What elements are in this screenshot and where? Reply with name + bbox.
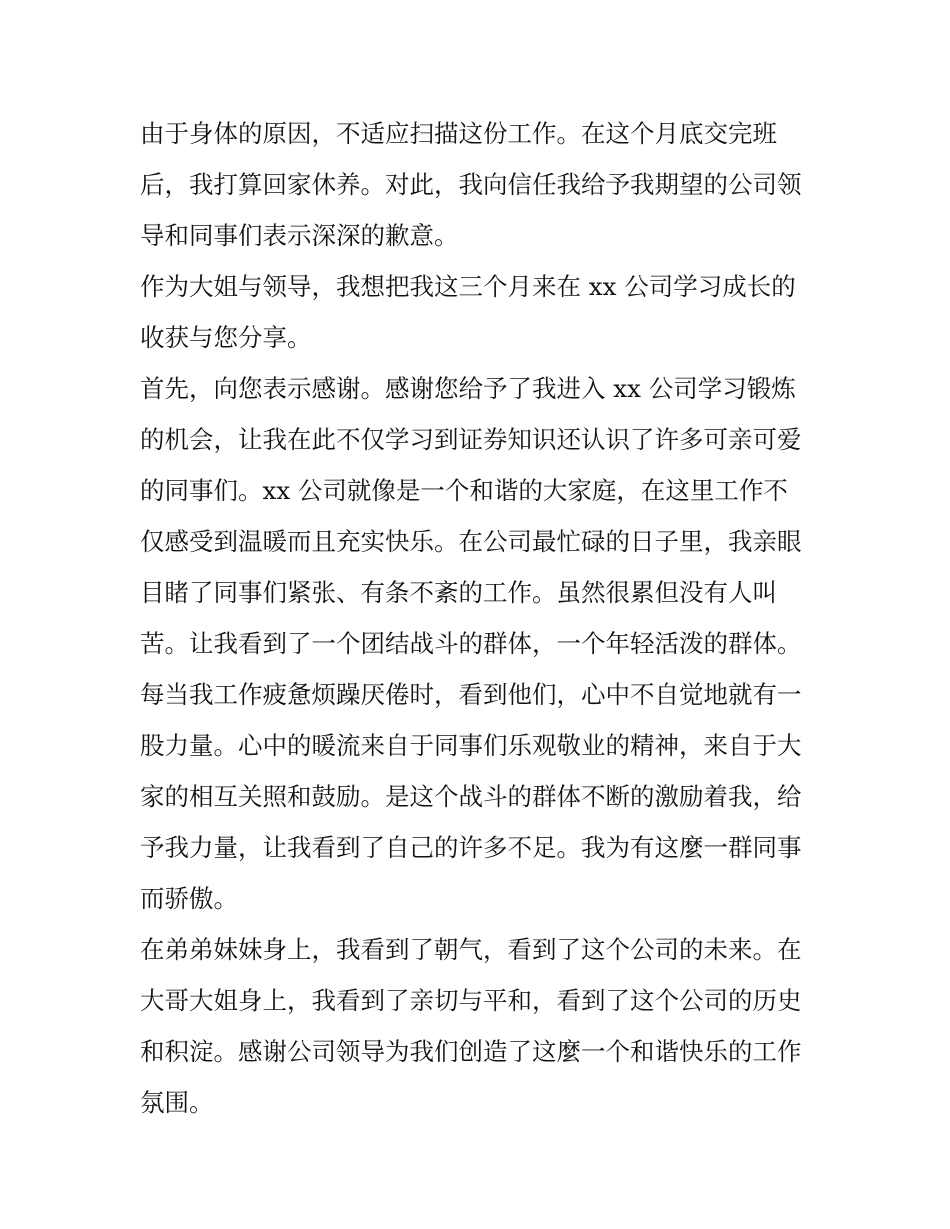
text-line: 的机会，让我在此不仅学习到证券知识还认识了许多可亲可爱 — [140, 425, 802, 454]
paragraph-3 — [140, 363, 820, 924]
text-line: 和积淀。感谢公司领导为我们创造了这麼一个和谐快乐的工作 — [140, 1037, 802, 1066]
paragraph-1 — [140, 108, 820, 261]
text-line: 首先，向您表示感谢。感谢您给予了我进入 xx 公司学习锻炼 — [140, 374, 796, 403]
text-line: 导和同事们表示深深的歉意。 — [140, 221, 459, 250]
text-line: 大哥大姐身上，我看到了亲切与平和，看到了这个公司的历史 — [140, 986, 802, 1015]
document-body — [140, 108, 820, 1128]
text-line: 收获与您分享。 — [140, 323, 312, 352]
paragraph-2 — [140, 261, 820, 363]
text-line: 每当我工作疲惫烦躁厌倦时，看到他们，心中不自觉地就有一 — [140, 680, 802, 709]
text-line: 作为大姐与领导，我想把我这三个月来在 xx 公司学习成长的 — [140, 272, 796, 301]
text-line: 的同事们。xx 公司就像是一个和谐的大家庭，在这里工作不 — [140, 476, 788, 505]
text-line: 股力量。心中的暖流来自于同事们乐观敬业的精神，来自于大 — [140, 731, 802, 760]
text-line: 予我力量，让我看到了自己的许多不足。我为有这麼一群同事 — [140, 833, 802, 862]
text-line: 由于身体的原因，不适应扫描这份工作。在这个月底交完班 — [140, 119, 777, 148]
text-line: 家的相互关照和鼓励。是这个战斗的群体不断的激励着我，给 — [140, 782, 802, 811]
text-line: 而骄傲。 — [140, 884, 238, 913]
text-line: 苦。让我看到了一个团结战斗的群体，一个年轻活泼的群体。 — [140, 629, 802, 658]
text-line: 在弟弟妹妹身上，我看到了朝气，看到了这个公司的未来。在 — [140, 935, 802, 964]
text-line: 氛围。 — [140, 1088, 214, 1117]
text-line: 目睹了同事们紧张、有条不紊的工作。虽然很累但没有人叫 — [140, 578, 777, 607]
text-line: 仅感受到温暖而且充实快乐。在公司最忙碌的日子里，我亲眼 — [140, 527, 802, 556]
text-line: 后，我打算回家休养。对此，我向信任我给予我期望的公司领 — [140, 170, 802, 199]
paragraph-4 — [140, 924, 820, 1128]
